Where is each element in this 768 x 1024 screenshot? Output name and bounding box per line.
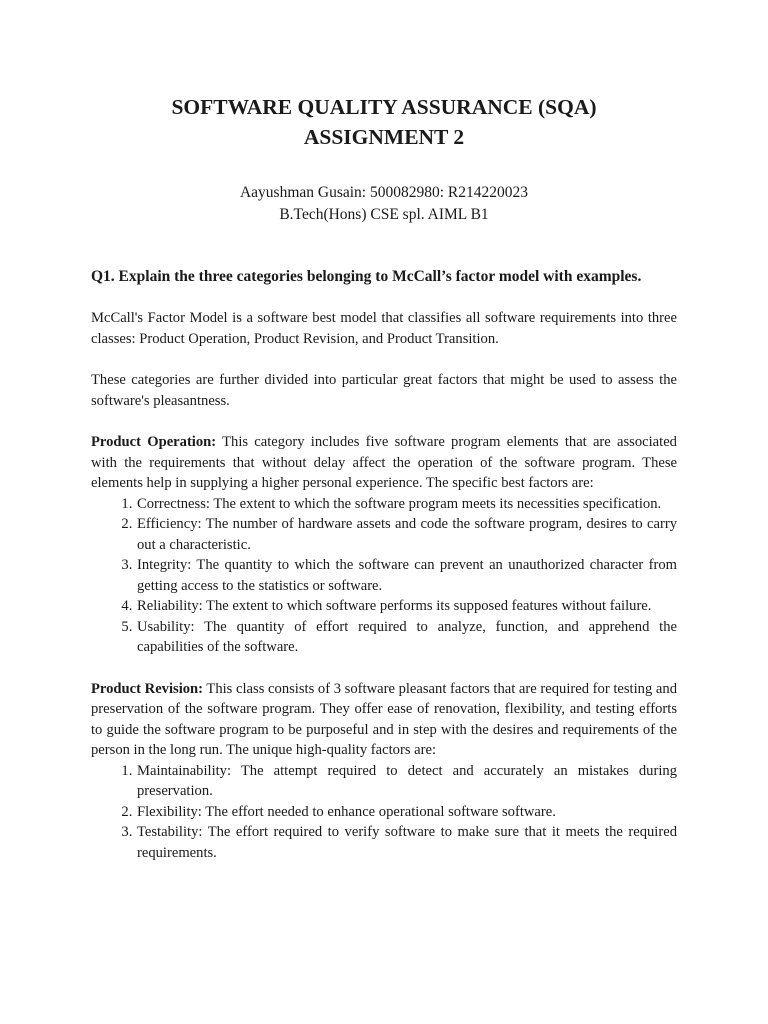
product-revision-heading: Product Revision:	[91, 680, 204, 697]
product-operation-text: This category includes five software program elements that are associated with the requirements that without delay affect the operation of the software program. These elements help in supplying a higher personal experience. The specific best factors are:	[91, 434, 677, 491]
list-item: 1. Correctness: The extent to which the software program meets its necessities specification.	[136, 494, 677, 515]
author-block	[91, 182, 677, 226]
product-revision-list	[91, 761, 677, 864]
author-line-2: B.Tech(Hons) CSE spl. AIML B1	[279, 206, 489, 223]
list-item: 3. Testability: The effort required to verify software to make sure that it meets the required requirements.	[136, 822, 677, 863]
author-line-1: Aayushman Gusain: 500082980: R214220023	[239, 184, 529, 201]
product-revision-text: This class consists of 3 software pleasant factors that are required for testing and preservation of the software program. They offer ease of renovation, flexibility, and testing efforts to guide the software program to be purposeful and in step with the desires and requirements of the person in the long run. The unique high-quality factors are:	[91, 680, 677, 758]
product-revision-paragraph	[91, 679, 677, 761]
title-line-1: SOFTWARE QUALITY ASSURANCE (SQA)	[171, 95, 597, 119]
categories-paragraph: These categories are further divided into particular great factors that might be used to assess the software's pleasantness.	[91, 372, 677, 409]
product-operation-heading: Product Operation:	[91, 434, 217, 450]
product-operation-paragraph	[91, 432, 677, 494]
question-heading: Q1. Explain the three categories belonging to McCall’s factor model with examples.	[91, 268, 642, 285]
list-item: 5. Usability: The quantity of effort required to analyze, function, and apprehend the capabilities of the software.	[136, 617, 677, 658]
list-item: 2. Efficiency: The number of hardware assets and code the software program, desires to carry out a characteristic.	[136, 514, 677, 555]
product-operation-list	[91, 494, 677, 658]
document-title	[91, 92, 677, 152]
intro-paragraph: McCall's Factor Model is a software best model that classifies all software requirements into three classes: Product Operation, Product Revision, and Product Transition.	[91, 310, 677, 347]
list-item: 1. Maintainability: The attempt required to detect and accurately an mistakes during preservation.	[136, 761, 677, 802]
title-line-2: ASSIGNMENT 2	[303, 125, 465, 149]
list-item: 4. Reliability: The extent to which software performs its supposed features without failure.	[136, 596, 677, 617]
list-item: 3. Integrity: The quantity to which the software can prevent an unauthorized character from getting access to the statistics or software.	[136, 555, 677, 596]
list-item: 2. Flexibility: The effort needed to enhance operational software software.	[136, 802, 677, 823]
